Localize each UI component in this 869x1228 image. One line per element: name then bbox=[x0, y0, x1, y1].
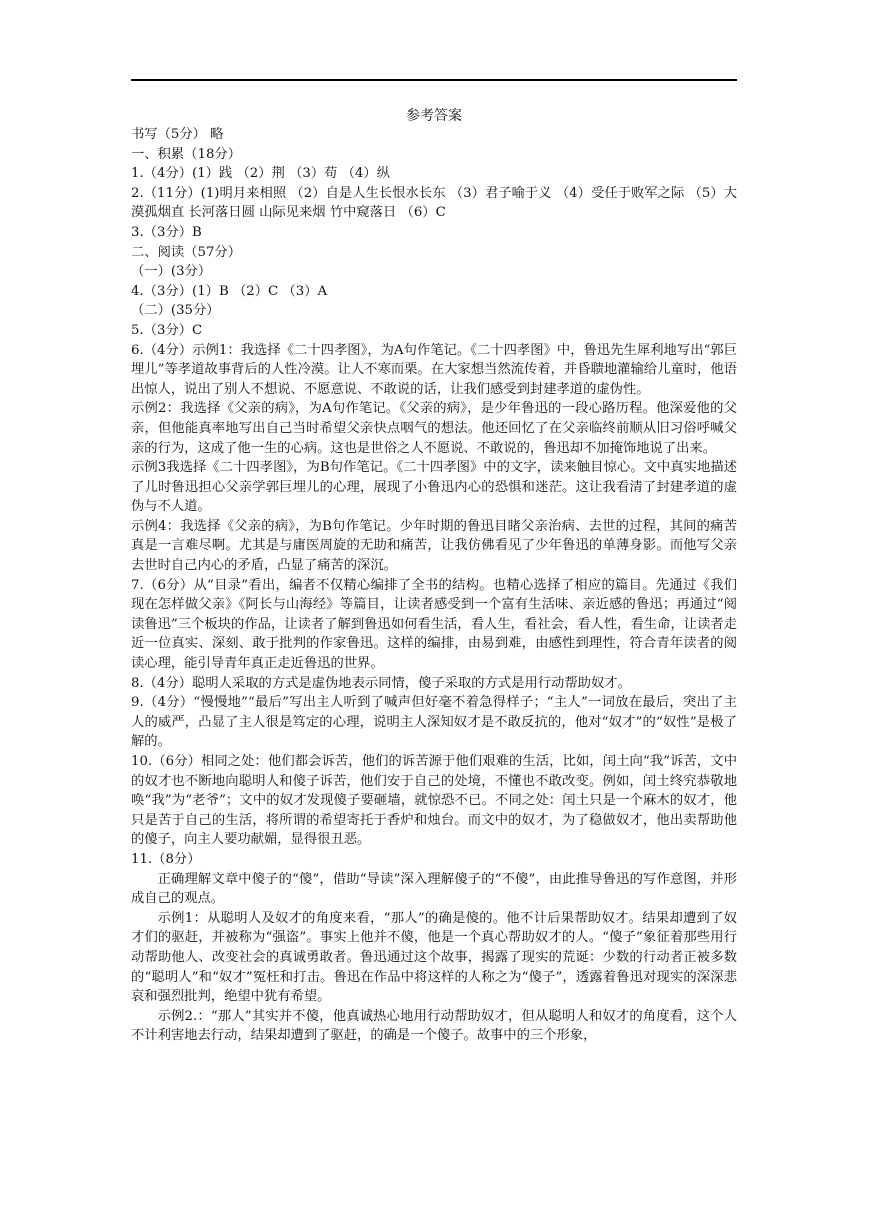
answer-line: 示例2.：“那人”其实并不傻，他真诚热心地用行动帮助奴才，但从聪明人和奴才的角度看，这个人不计利害地去行动，结果却遭到了驱赶，的确是一个傻子。故事中的三个形象， bbox=[131, 1008, 737, 1044]
answer-line: 示例2：我选择《父亲的病》，为A句作笔记。《父亲的病》，是少年鲁迅的一段心路历程。他深爱他的父亲，但他能真率地写出自己当时希望父亲快点咽气的想法。他还回忆了在父亲临终前顺从旧习俗呼喊父亲的行为，这成了他一生的心病。这也是世俗之人不愿说、不敢说的，鲁迅却不加掩饰地说了出来。 bbox=[131, 401, 737, 456]
answer-line: 5.（3分）C bbox=[131, 322, 203, 338]
page-title: 参考答案 bbox=[406, 108, 462, 124]
answer-line: 1.（4分）(1）践 （2）荆 （3）苟 （4）纵 bbox=[131, 166, 391, 182]
answer-line: 10.（6分）相同之处：他们都会诉苦，他们的诉苦源于他们艰难的生活，比如，闰土向“我”诉苦，文中的奴才也不断地向聪明人和傻子诉苦，他们安于自己的处境，不懂也不敢改变。例如，闰土终究恭敬地唤“我”为“老爷”；文中的奴才发现傻子要砸墙，就惊恐不已。不同之处：闰土只是一个麻木的奴才，他只是苦于自己的生活，将所谓的希望寄托于香炉和烛台。而文中的奴才，为了稳做奴才，他出卖帮助他的傻子，向主人要功献媚，显得很丑恶。 bbox=[131, 754, 737, 848]
answer-line: 示例1：从聪明人及奴才的角度来看，“那人”的确是傻的。他不计后果帮助奴才。结果却遭到了奴才们的驱赶，并被称为“强盗”。事实上他并不傻，他是一个真心帮助奴才的人。“傻子”象征着那些用行动帮助他人、改变社会的真诚勇敢者。鲁迅通过这个故事，揭露了现实的荒诞：少数的行动者正被多数的“聪明人”和“奴才”冤枉和打击。鲁迅在作品中将这样的人称之为“傻子”，透露着鲁迅对现实的深深悲哀和强烈批判，绝望中犹有希望。 bbox=[131, 910, 737, 1005]
answer-line: 2.（11分）(1)明月来相照 （2）自是人生长恨水长东 （3）君子喻于义 （4）受任于败军之际 （5）大漠孤烟直 长河落日圆 山际见来烟 竹中窥落日 （6）C bbox=[131, 185, 737, 221]
answer-line: 7.（6分）从“目录”看出，编者不仅精心编排了全书的结构。也精心选择了相应的篇目。先通过《我们现在怎样做父亲》《阿长与山海经》等篇目，让读者感受到一个富有生活味、亲近感的鲁迅；再通过“阅读鲁迅”三个板块的作品，让读者了解到鲁迅如何看生活，看人生，看社会，看人性，看生命，让读者走近一位真实、深刻、敢于批判的作家鲁迅。这样的编排，由易到难，由感性到理性，符合青年读者的阅读心理，能引导青年真正走近鲁迅的世界。 bbox=[131, 577, 737, 672]
answer-line: 6.（4分）示例1：我选择《二十四孝图》，为A句作笔记。《二十四孝图》中，鲁迅先生犀利地写出“郭巨埋儿”等孝道故事背后的人性冷漠。让人不寒而栗。在大家想当然流传着，并昏聩地灌输给儿童时，他语出惊人，说出了别人不想说、不愿意说、不敢说的话，让我们感受到封建孝道的虚伪性。 bbox=[131, 342, 737, 397]
answer-line: 一、积累（18分） bbox=[131, 146, 241, 162]
answer-line: 9.（4分）“慢慢地”“最后”写出主人听到了喊声但好毫不着急得样子；“主人”一词放在最后，突出了主人的威严，凸显了主人很是笃定的心理，说明主人深知奴才是不敢反抗的，他对“奴才”的“奴性”是极了解的。 bbox=[131, 695, 737, 750]
answer-line: 4.（3分）(1）B （2）C （3）A bbox=[131, 283, 328, 299]
answer-line: （二）(35分） bbox=[131, 303, 220, 319]
answer-line: 二、阅读（57分） bbox=[131, 244, 241, 260]
answer-line: 8.（4分）聪明人采取的方式是虚伪地表示同情，傻子采取的方式是用行动帮助奴才。 bbox=[131, 675, 631, 691]
answer-line: （一）(3分） bbox=[131, 264, 212, 280]
answer-content bbox=[131, 125, 737, 1046]
answer-line: 示例3我选择《二十四孝图》，为B句作笔记。《二十四孝图》中的文字，读来触目惊心。文中真实地描述了儿时鲁迅担心父亲学郭巨埋儿的心理，展现了小鲁迅内心的恐惧和迷茫。这让我看清了封建孝道的虚伪与不人道。 bbox=[131, 460, 737, 515]
answer-line: 示例4：我选择《父亲的病》，为B句作笔记。少年时期的鲁迅目睹父亲治病、去世的过程，其间的痛苦真是一言难尽啊。尤其是与庸医周旋的无助和痛苦，让我仿佛看见了少年鲁迅的单薄身影。而他写父亲去世时自己内心的矛盾，凸显了痛苦的深沉。 bbox=[131, 518, 737, 574]
answer-line: 11.（8分） bbox=[131, 851, 201, 867]
answer-line: 正确理解文章中傻子的“傻”，借助“导读”深入理解傻子的“不傻”，由此推导鲁迅的写作意图，并形成自己的观点。 bbox=[131, 871, 737, 907]
answer-line: 3.（3分）B bbox=[131, 224, 202, 240]
answer-line: 书写（5分） 略 bbox=[131, 127, 224, 142]
header-rule bbox=[131, 79, 737, 81]
